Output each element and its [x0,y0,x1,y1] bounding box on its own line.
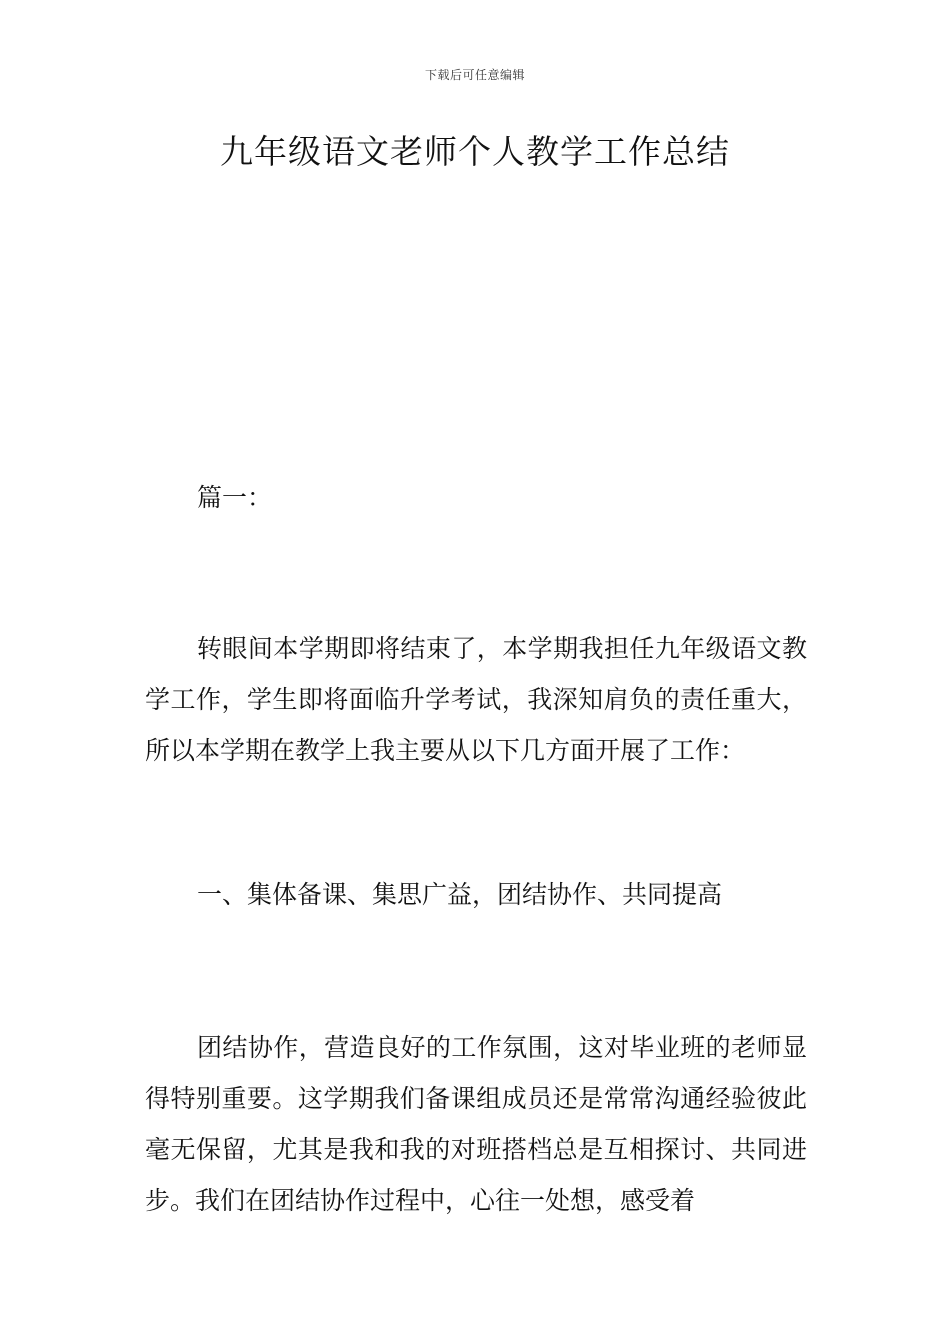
section-heading-1: 一、集体备课、集思广益，团结协作、共同提高 [197,880,723,909]
body-paragraph-1: 转眼间本学期即将结束了，本学期我担任九年级语文教学工作，学生即将面临升学考试，我深知肩负的责任重大，所以本学期在教学上我主要从以下几方面开展了工作： [145,634,807,765]
body-paragraph-2: 团结协作，营造良好的工作氛围，这对毕业班的老师显得特别重要。这学期我们备课组成员还是常常沟通经验彼此毫无保留，尤其是我和我的对班搭档总是互相探讨、共同进步。我们在团结协作过程中，心往一处想，感受着 [145,1033,807,1215]
header-note: 下载后可任意编辑 [424,68,525,82]
section-label: 篇一： [197,483,273,512]
document-title: 九年级语文老师个人教学工作总结 [220,132,730,171]
